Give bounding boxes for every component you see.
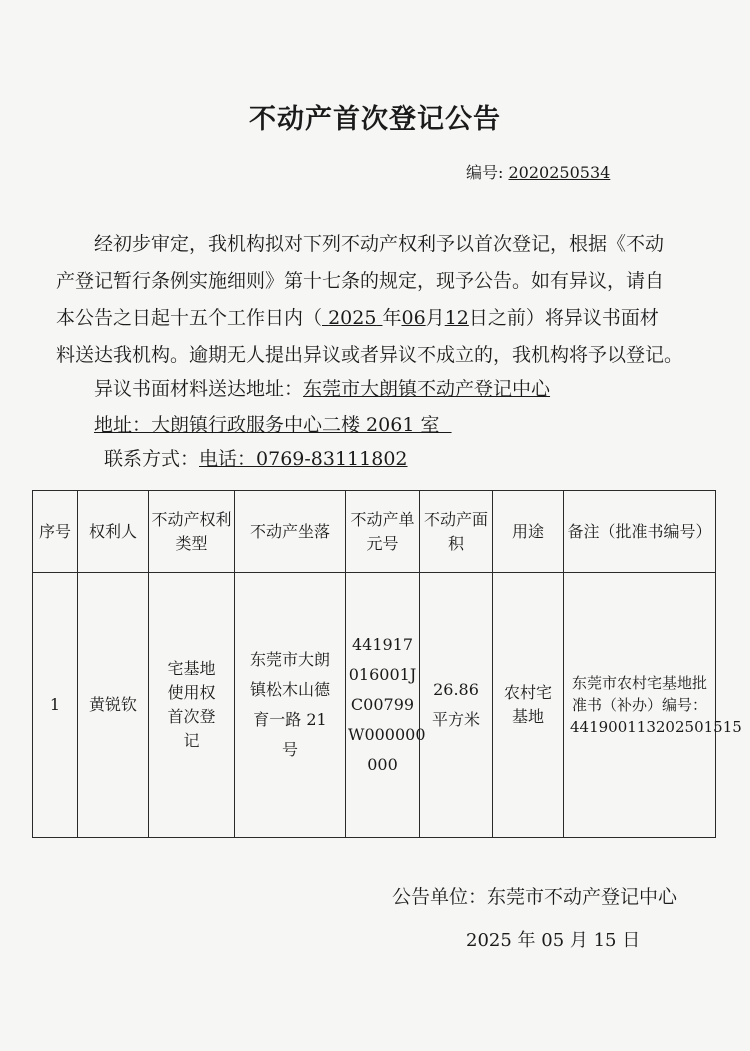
header-usage: 用途 xyxy=(493,491,564,573)
serial-label: 编号: xyxy=(466,163,504,182)
deadline-month: 06 xyxy=(401,307,426,329)
cell-remark: 东莞市农村宅基地批准书（补办）编号：441900113202501515 xyxy=(564,573,716,838)
deadline-day: 12 xyxy=(444,307,469,329)
cell-location: 东莞市大朗镇松木山德育一路 21 号 xyxy=(235,573,346,838)
objection-address xyxy=(94,374,550,401)
body-line-1: 经初步审定，我机构拟对下列不动产权利予以首次登记，根据《不动 xyxy=(94,233,665,255)
objection-label: 异议书面材料送达地址： xyxy=(94,378,304,400)
unit-number-part: W000000 xyxy=(348,725,426,744)
notice-title: 不动产首次登记公告 xyxy=(249,104,501,135)
year-char: 年 xyxy=(382,307,402,329)
contact-value: 电话：0769-83111802 xyxy=(199,448,408,470)
contact-info xyxy=(104,444,408,471)
cell-owner: 黄锐钦 xyxy=(78,573,149,838)
unit-number-part: 016001J xyxy=(348,665,417,684)
month-char: 月 xyxy=(425,307,445,329)
registration-table xyxy=(32,490,742,838)
office-address xyxy=(94,410,452,437)
header-remark: 备注（批准书编号） xyxy=(564,491,716,573)
serial-number xyxy=(466,160,610,183)
cell-index: 1 xyxy=(33,573,78,838)
address-value: 大朗镇行政服务中心二楼 2061 室 xyxy=(151,414,440,436)
body-line-3-start: 本公告之日起十五个工作日内（ xyxy=(56,307,323,329)
unit-number-part: C00799 xyxy=(350,695,415,714)
cell-right-type: 宅基地使用权首次登记 xyxy=(149,573,235,838)
header-index: 序号 xyxy=(33,491,78,573)
notice-date: 2025 年 05 月 15 日 xyxy=(466,930,641,951)
body-line-3 xyxy=(56,300,696,337)
issuing-authority: 公告单位：东莞市不动产登记中心 xyxy=(392,886,678,908)
address-label: 地址： xyxy=(94,414,152,436)
unit-number-part: 000 xyxy=(367,755,398,774)
cell-area xyxy=(420,573,493,838)
objection-org: 东莞市大朗镇不动产登记中心 xyxy=(303,378,551,400)
body-line-3-end: 日之前）将异议书面材 xyxy=(468,307,659,329)
area-value: 26.86 xyxy=(433,680,479,699)
header-right-type: 不动产权利类型 xyxy=(149,491,235,573)
deadline-year: 2025 xyxy=(328,307,377,329)
body-line-2: 产登记暂行条例实施细则》第十七条的规定，现予公告。如有异议，请自 xyxy=(56,270,665,292)
header-unit-number: 不动产单元号 xyxy=(346,491,420,573)
serial-value: 2020250534 xyxy=(508,163,611,182)
cell-unit-number xyxy=(346,573,426,838)
table-row xyxy=(33,573,716,838)
notice-body xyxy=(56,226,696,374)
unit-number-part: 441917 xyxy=(351,635,414,654)
header-area: 不动产面积 xyxy=(420,491,493,573)
body-line-4: 料送达我机构。逾期无人提出异议或者异议不成立的，我机构将予以登记。 xyxy=(56,344,684,366)
table-header-row xyxy=(33,491,716,573)
header-location: 不动产坐落 xyxy=(235,491,346,573)
area-unit: 平方米 xyxy=(431,710,480,729)
cell-usage: 农村宅基地 xyxy=(493,573,564,838)
contact-label: 联系方式： xyxy=(104,448,200,470)
office-address-text xyxy=(94,414,452,436)
header-owner: 权利人 xyxy=(78,491,149,573)
